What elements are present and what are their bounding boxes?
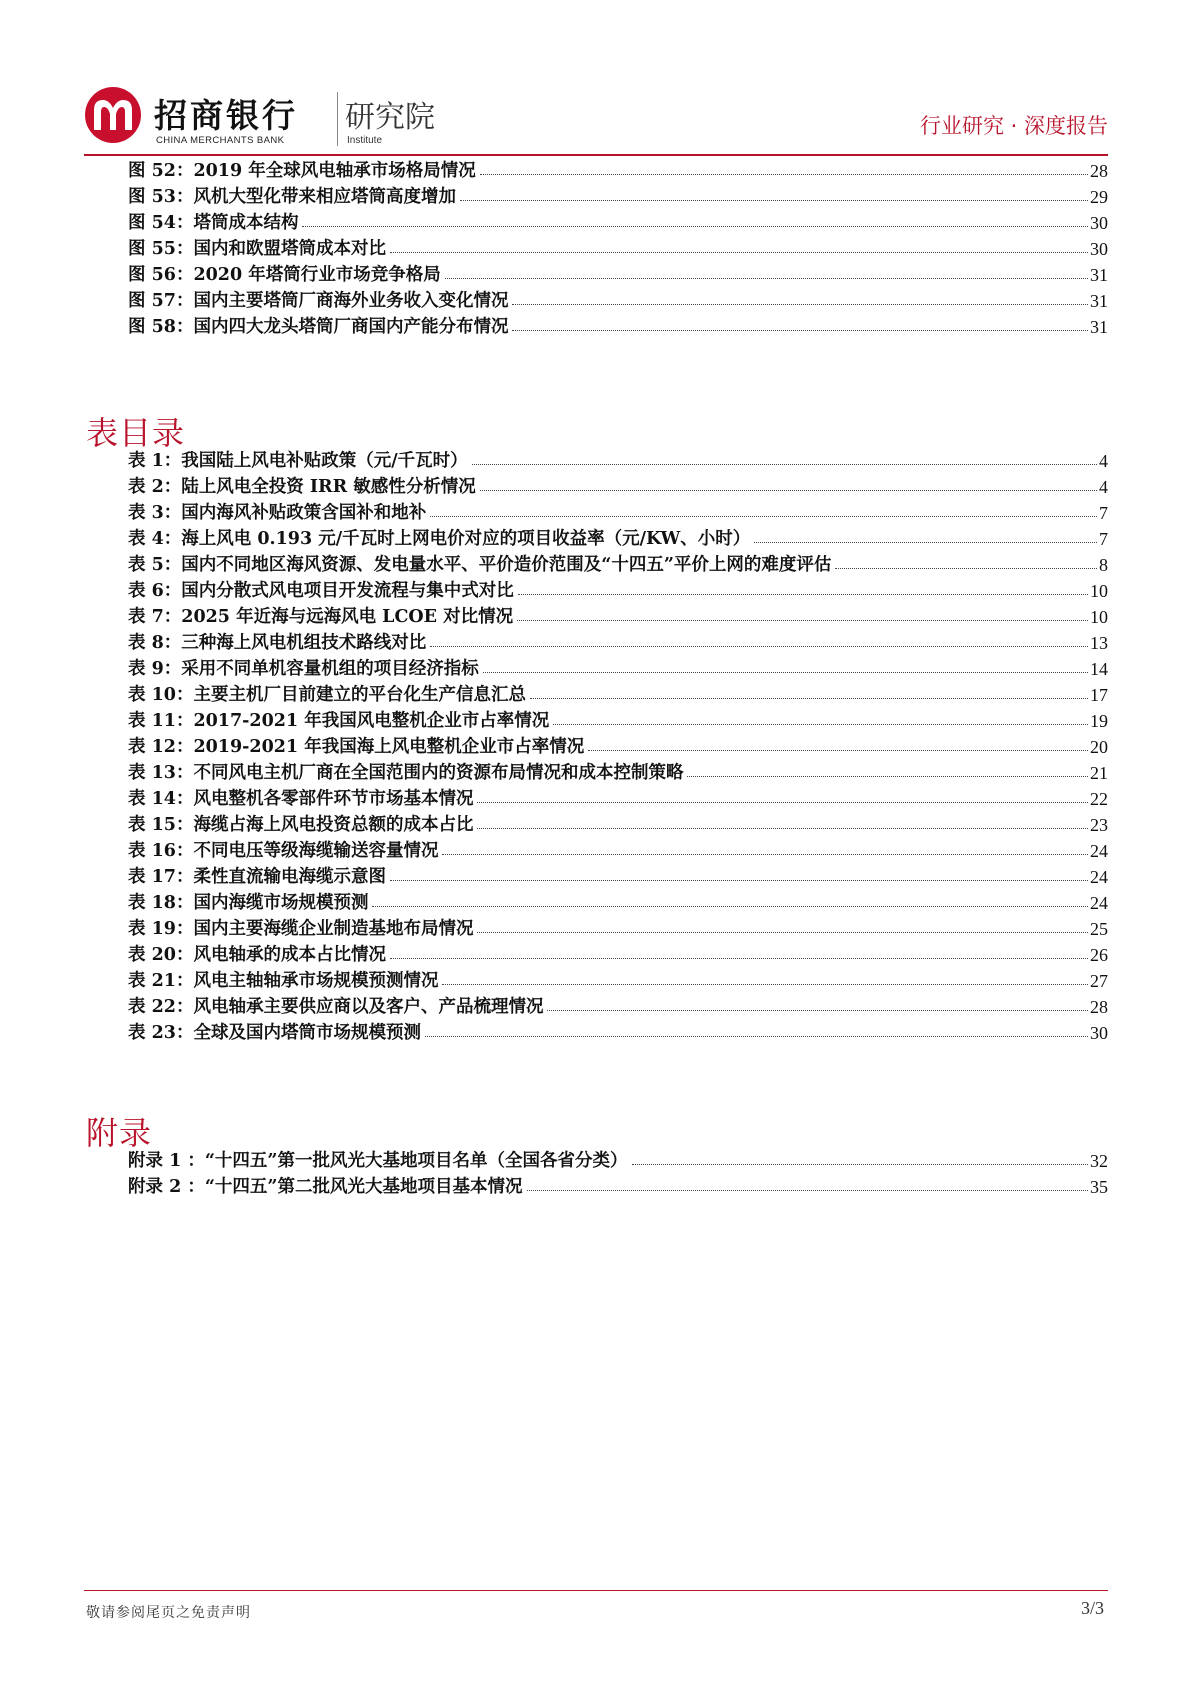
toc-entry[interactable]: 附录 2 ：“十四五”第二批风光大基地项目基本情况 35	[128, 1177, 1108, 1197]
toc-entry[interactable]: 表 8：三种海上风电机组技术路线对比 13	[128, 633, 1108, 653]
toc-entry[interactable]: 图 52：2019 年全球风电轴承市场格局情况 28	[128, 161, 1108, 181]
toc-entry[interactable]: 表 16：不同电压等级海缆输送容量情况 24	[128, 841, 1108, 861]
institute-name-cn: 研究院	[345, 100, 435, 135]
bank-name-cn: 招商银行	[154, 96, 298, 135]
toc-entry[interactable]: 表 13：不同风电主机厂商在全国范围内的资源布局情况和成本控制策略 21	[128, 763, 1108, 783]
toc-entry[interactable]: 图 55：国内和欧盟塔筒成本对比 30	[128, 239, 1108, 259]
cmb-logo-icon	[84, 86, 142, 144]
appendix-toc-list	[128, 1146, 1108, 1198]
toc-entry[interactable]: 图 53：风机大型化带来相应塔筒高度增加 29	[128, 187, 1108, 207]
appendix-section-title: 附录	[86, 1114, 153, 1152]
toc-entry[interactable]: 表 12：2019-2021 年我国海上风电整机企业市占率情况 20	[128, 737, 1108, 757]
toc-entry[interactable]: 附录 1 ：“十四五”第一批风光大基地项目名单（全国各省分类） 32	[128, 1151, 1108, 1171]
toc-entry[interactable]: 表 4：海上风电 0.193 元/千瓦时上网电价对应的项目收益率（元/KW、小时） 7	[128, 529, 1108, 549]
page-header	[84, 86, 1108, 154]
toc-entry[interactable]: 表 2：陆上风电全投资 IRR 敏感性分析情况 4	[128, 477, 1108, 497]
toc-entry[interactable]: 表 10：主要主机厂目前建立的平台化生产信息汇总 17	[128, 685, 1108, 705]
toc-entry[interactable]: 图 57：国内主要塔筒厂商海外业务收入变化情况 31	[128, 291, 1108, 311]
toc-entry[interactable]: 表 6：国内分散式风电项目开发流程与集中式对比 10	[128, 581, 1108, 601]
logo-divider	[337, 92, 338, 146]
toc-entry[interactable]: 表 5：国内不同地区海风资源、发电量水平、平价造价范围及“十四五”平价上网的难度评估 8	[128, 555, 1108, 575]
toc-entry[interactable]: 表 17：柔性直流输电海缆示意图 24	[128, 867, 1108, 887]
toc-entry[interactable]: 图 56：2020 年塔筒行业市场竞争格局 31	[128, 265, 1108, 285]
figure-toc-list	[128, 156, 1108, 338]
table-toc-list	[128, 446, 1108, 1044]
toc-entry[interactable]: 表 23：全球及国内塔筒市场规模预测 30	[128, 1023, 1108, 1043]
footer-divider	[84, 1590, 1108, 1591]
toc-entry[interactable]: 表 14：风电整机各零部件环节市场基本情况 22	[128, 789, 1108, 809]
document-type: 行业研究 · 深度报告	[919, 114, 1108, 138]
toc-entry[interactable]: 表 15：海缆占海上风电投资总额的成本占比 23	[128, 815, 1108, 835]
toc-entry[interactable]: 表 7：2025 年近海与远海风电 LCOE 对比情况 10	[128, 607, 1108, 627]
toc-entry[interactable]: 表 20：风电轴承的成本占比情况 26	[128, 945, 1108, 965]
toc-entry[interactable]: 表 19：国内主要海缆企业制造基地布局情况 25	[128, 919, 1108, 939]
toc-entry[interactable]: 表 3：国内海风补贴政策含国补和地补 7	[128, 503, 1108, 523]
toc-entry[interactable]: 表 22：风电轴承主要供应商以及客户、产品梳理情况 28	[128, 997, 1108, 1017]
tables-section-title: 表目录	[86, 414, 186, 452]
page-number: 3/3	[1080, 1598, 1104, 1618]
toc-entry[interactable]: 表 1：我国陆上风电补贴政策（元/千瓦时） 4	[128, 451, 1108, 471]
disclaimer-note: 敬请参阅尾页之免责声明	[86, 1605, 251, 1621]
toc-entry[interactable]: 表 9：采用不同单机容量机组的项目经济指标 14	[128, 659, 1108, 679]
toc-entry[interactable]: 表 11：2017-2021 年我国风电整机企业市占率情况 19	[128, 711, 1108, 731]
toc-entry[interactable]: 图 58：国内四大龙头塔筒厂商国内产能分布情况 31	[128, 317, 1108, 337]
bank-name-en: CHINA MERCHANTS BANK	[156, 135, 285, 146]
toc-entry[interactable]: 表 18：国内海缆市场规模预测 24	[128, 893, 1108, 913]
toc-entry[interactable]: 表 21：风电主轴轴承市场规模预测情况 27	[128, 971, 1108, 991]
institute-name-en: Institute	[347, 135, 383, 146]
toc-entry[interactable]: 图 54：塔筒成本结构 30	[128, 213, 1108, 233]
